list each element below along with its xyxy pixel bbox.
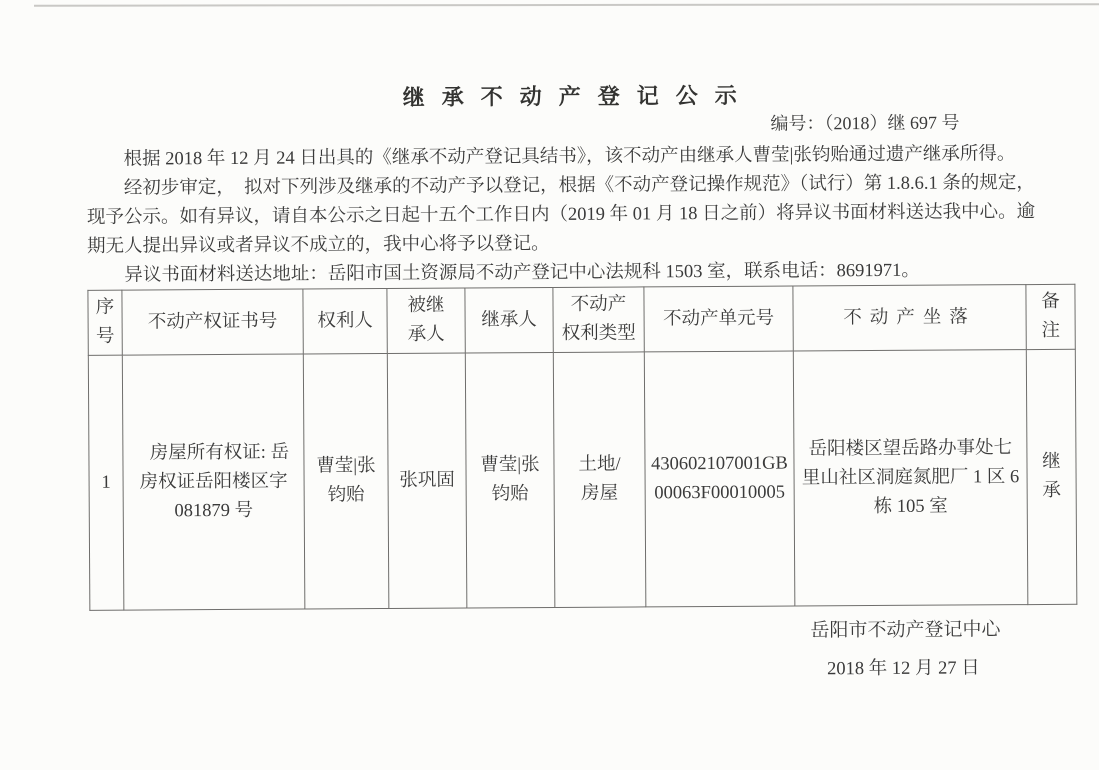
cell-location: 岳阳楼区望岳路办事处七 里山社区洞庭氮肥厂 1 区 6 栋 105 室 [793, 350, 1028, 606]
cell-decedent: 张巩固 [387, 353, 467, 608]
cell-right-holder: 曹莹|张 钧贻 [303, 353, 389, 609]
col-header-location: 不动产坐落 [793, 285, 1026, 351]
body-line: 根据 2018 年 12 月 24 日出具的《继承不动产登记具结书》，该不动产由继承人曹莹|张钧贻通过遗产继承所得。 [123, 144, 1016, 170]
body-line: 经初步审定， 拟对下列涉及继承的不动产予以登记，根据《不动产登记操作规范》（试行）第 1.8.6.1 条的规定， [123, 173, 1035, 199]
table-header-row [88, 284, 1075, 355]
cell-cert-no: 房屋所有权证: 岳 房权证岳阳楼区字 081879 号 [122, 354, 305, 610]
cell-unit-no: 430602107001GB 00063F00010005 [644, 351, 795, 607]
body-text [87, 140, 1053, 291]
body-line: 现予公示。如有异议，请自本公示之日起十五个工作日内（2019 年 01 月 18 日之前）将异议书面材料送达我中心。逾 [86, 202, 1036, 228]
body-line: 期无人提出异议或者异议不成立的，我中心将予以登记。 [87, 233, 550, 257]
property-registration-table [87, 284, 1077, 611]
issue-date: 2018 年 12 月 27 日 [827, 658, 980, 680]
col-header-heir: 继承人 [465, 287, 553, 353]
col-header-decedent: 被继 承人 [387, 288, 465, 353]
cell-remarks: 继 承 [1026, 349, 1077, 604]
table-row [88, 349, 1077, 610]
cell-heir: 曹莹|张 钧贻 [465, 352, 555, 608]
col-header-right-type: 不动产 权利类型 [553, 287, 644, 353]
issuing-organization: 岳阳市不动产登记中心 [810, 619, 1001, 642]
col-header-cert-no: 不动产权证书号 [122, 289, 303, 355]
document-number: 编号：（2018）继 697 号 [770, 112, 960, 134]
col-header-remarks: 备 注 [1026, 284, 1075, 349]
cell-seq-no: 1 [88, 355, 124, 610]
col-header-unit-no: 不动产单元号 [644, 286, 793, 352]
body-line: 异议书面材料送达地址：岳阳市国土资源局不动产登记中心法规科 1503 室，联系电话：8691971。 [124, 260, 920, 286]
col-header-right-holder: 权利人 [303, 288, 387, 354]
col-header-seq-no: 序 号 [88, 290, 122, 355]
document-title: 继承不动产登记公示 [402, 82, 754, 110]
cell-right-type: 土地/ 房屋 [553, 352, 646, 608]
